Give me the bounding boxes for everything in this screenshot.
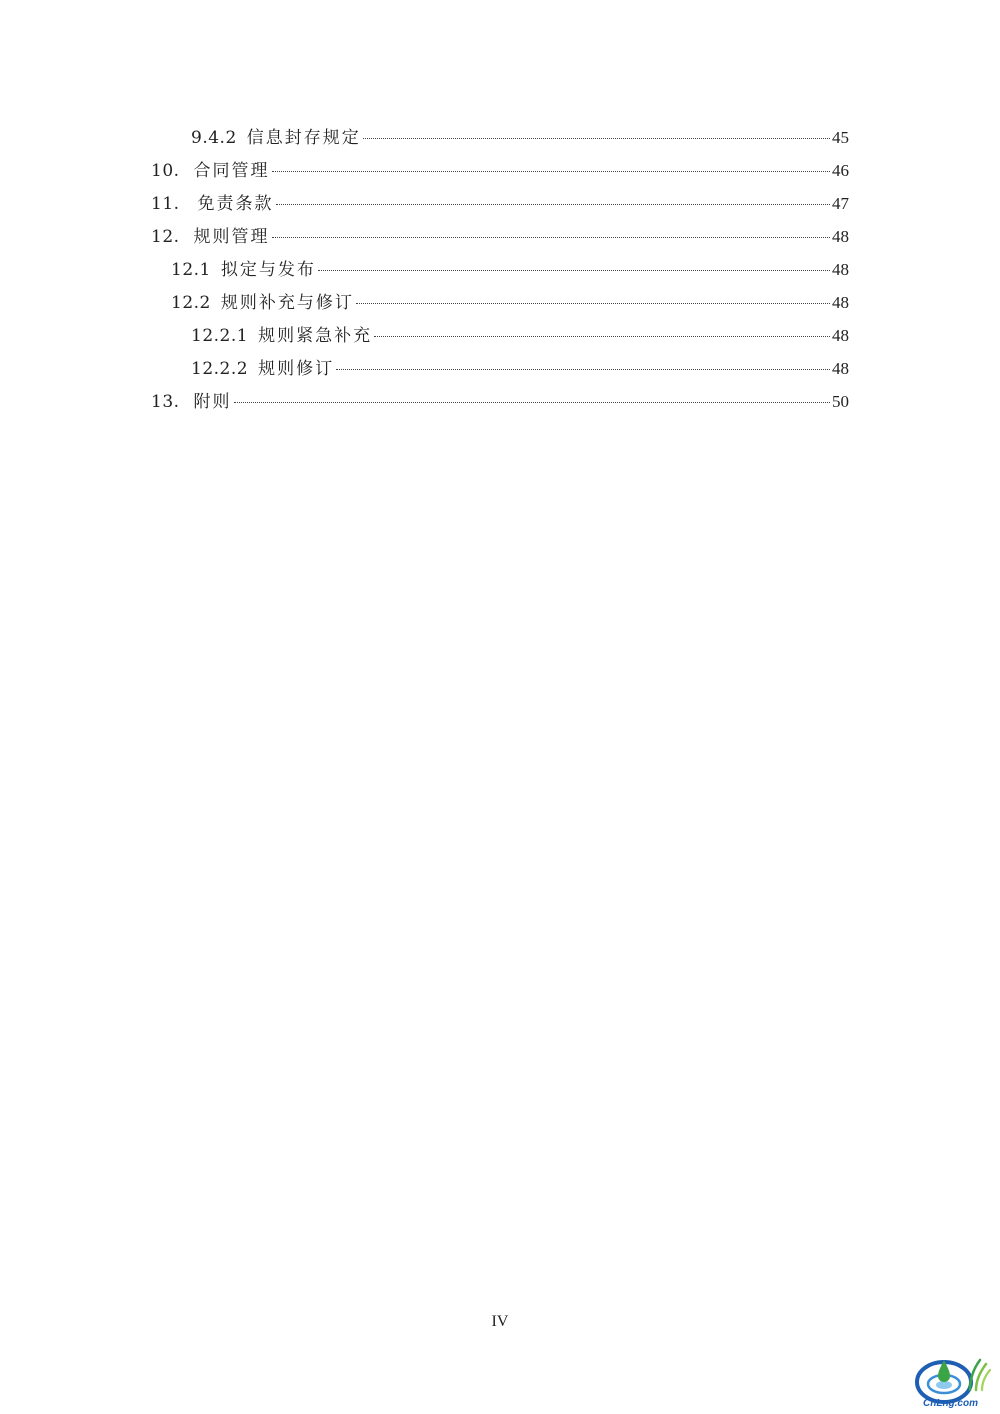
toc-entry-page: 48 [832,260,849,279]
toc-entry-page: 48 [832,359,849,378]
toc-entry-number: 13. [151,392,180,412]
toc-entry-title: 规则管理 [193,227,270,247]
toc-leader-dots [363,138,830,139]
page-number: IV [491,1313,509,1330]
toc-leader-dots [272,237,830,238]
toc-entry-title: 规则补充与修订 [220,293,354,313]
toc-leader-dots [336,369,830,370]
toc-entry-12[interactable] [151,222,849,252]
toc-entry-title: 规则紧急补充 [258,326,373,346]
toc-entry-title: 规则修订 [258,359,335,379]
toc-entry-page: 48 [832,293,849,312]
toc-leader-dots [276,204,830,205]
toc-entry-12-1[interactable] [171,255,849,285]
toc-leader-dots [318,270,830,271]
toc-entry-12-2[interactable] [171,288,849,318]
toc-leader-dots [272,171,830,172]
toc-entry-number: 12.1 [171,260,211,280]
toc-entry-number: 12. [151,227,180,247]
toc-entry-page: 45 [832,128,849,147]
cnlng-logo [914,1350,992,1410]
toc-entry-page: 47 [832,194,849,213]
toc-entry-12-2-1[interactable] [191,321,849,351]
toc-entry-10[interactable] [151,156,849,186]
toc-entry-title: 免责条款 [197,194,274,214]
toc-entry-page: 48 [832,326,849,345]
logo-text: CnLng.com [923,1398,978,1409]
toc-leader-dots [374,336,830,337]
toc-entry-title: 信息封存规定 [246,128,361,148]
toc-entry-page: 50 [832,392,849,411]
toc-entry-title: 附则 [193,392,232,412]
toc-entry-title: 合同管理 [193,161,270,181]
toc-entry-number: 11. [151,194,180,214]
toc-entry-number: 9.4.2 [191,128,237,148]
toc-entry-number: 12.2.2 [191,359,249,379]
toc-entry-number: 10. [151,161,180,181]
water-drop-logo-icon [914,1350,992,1410]
toc-leader-dots [356,303,830,304]
toc-entry-page: 46 [832,161,849,180]
toc-leader-dots [234,402,830,403]
toc-entry-13[interactable] [151,387,849,417]
toc-entry-12-2-2[interactable] [191,354,849,384]
toc-entry-page: 48 [832,227,849,246]
toc-entry-title: 拟定与发布 [220,260,316,280]
toc-entry-number: 12.2 [171,293,211,313]
toc-entry-9-4-2[interactable] [191,123,849,153]
toc-entry-number: 12.2.1 [191,326,249,346]
toc-entry-11[interactable] [151,189,849,219]
